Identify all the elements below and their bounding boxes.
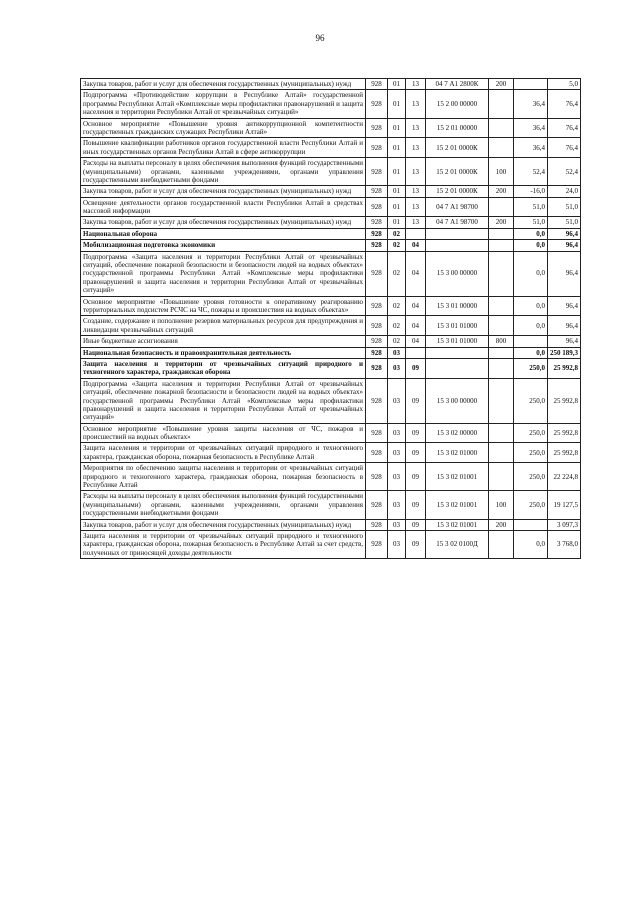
section-code-cell: 03 xyxy=(388,358,406,378)
subsection-code-cell: 09 xyxy=(406,530,426,558)
ministry-code-cell: 928 xyxy=(366,347,388,358)
total-amount-cell: 25 992,8 xyxy=(548,378,581,423)
total-amount-cell: 96,4 xyxy=(548,316,581,336)
change-amount-cell: 0,0 xyxy=(514,251,548,296)
expense-type-cell xyxy=(489,378,514,423)
ministry-code-cell: 928 xyxy=(366,358,388,378)
target-article-cell: 15 3 00 00000 xyxy=(426,378,489,423)
row-name-cell: Защита населения и территории от чрезвычайных ситуаций природного и техногенного характера, гражданская оборона xyxy=(81,358,366,378)
subsection-code-cell: 09 xyxy=(406,378,426,423)
row-name-cell: Подпрограмма «Защита населения и территории Республики Алтай от чрезвычайных ситуаций, обеспечение пожарной безопасности и безопасности людей на водных объектах» государственной программы Республики Алтай «Комплексные меры профилактики правонарушений и защита населения и территории Республики Алтай от чрезвычайных ситуаций» xyxy=(81,378,366,423)
row-name-cell: Иные бюджетные ассигнования xyxy=(81,336,366,347)
row-name-cell: Создание, содержание и пополнение резервов материальных ресурсов для предупреждения и ликвидации чрезвычайных ситуаций xyxy=(81,316,366,336)
table-row xyxy=(81,358,581,378)
section-code-cell: 03 xyxy=(388,347,406,358)
row-name-cell: Защита населения и территории от чрезвычайных ситуаций природного и техногенного характера, гражданская оборона, пожарная безопасность в Республике Алтай за счет средств, полученных от приносящей доходы деятельности xyxy=(81,530,366,558)
ministry-code-cell: 928 xyxy=(366,158,388,186)
total-amount-cell: 25 992,8 xyxy=(548,358,581,378)
total-amount-cell: 19 127,5 xyxy=(548,491,581,519)
ministry-code-cell: 928 xyxy=(366,186,388,197)
target-article-cell xyxy=(426,240,489,251)
expense-type-cell xyxy=(489,443,514,463)
section-code-cell: 03 xyxy=(388,443,406,463)
change-amount-cell: 250,0 xyxy=(514,378,548,423)
ministry-code-cell: 928 xyxy=(366,197,388,217)
table-row xyxy=(81,491,581,519)
section-code-cell: 01 xyxy=(388,158,406,186)
target-article-cell: 15 3 02 0100Д xyxy=(426,530,489,558)
target-article-cell: 15 3 02 00000 xyxy=(426,423,489,443)
table-row xyxy=(81,186,581,197)
page-number: 96 xyxy=(315,33,325,43)
section-code-cell: 01 xyxy=(388,197,406,217)
subsection-code-cell: 13 xyxy=(406,197,426,217)
total-amount-cell: 52,4 xyxy=(548,158,581,186)
change-amount-cell: 250,0 xyxy=(514,491,548,519)
ministry-code-cell: 928 xyxy=(366,316,388,336)
change-amount-cell: 250,0 xyxy=(514,463,548,491)
section-code-cell: 01 xyxy=(388,217,406,228)
subsection-code-cell: 09 xyxy=(406,443,426,463)
total-amount-cell: 5,0 xyxy=(548,79,581,90)
ministry-code-cell: 928 xyxy=(366,90,388,118)
target-article-cell: 15 3 02 01000 xyxy=(426,443,489,463)
section-code-cell: 02 xyxy=(388,228,406,239)
total-amount-cell: 3 768,0 xyxy=(548,530,581,558)
expense-type-cell: 200 xyxy=(489,217,514,228)
subsection-code-cell: 04 xyxy=(406,251,426,296)
expense-type-cell: 100 xyxy=(489,491,514,519)
row-name-cell: Мобилизационная подготовка экономики xyxy=(81,240,366,251)
subsection-code-cell: 13 xyxy=(406,79,426,90)
section-code-cell: 02 xyxy=(388,240,406,251)
total-amount-cell: 76,4 xyxy=(548,90,581,118)
total-amount-cell: 3 097,3 xyxy=(548,519,581,530)
change-amount-cell: 51,0 xyxy=(514,197,548,217)
table-row xyxy=(81,240,581,251)
row-name-cell: Основное мероприятие «Повышение уровня антикоррупционной компетентности государственных гражданских служащих Республики Алтай» xyxy=(81,118,366,138)
row-name-cell: Подпрограмма «Противодействие коррупции в Республике Алтай» государственной программы Республики Алтай «Комплексные меры профилактики правонарушений и защита населения и территории Республики Алтай от чрезвычайных ситуаций» xyxy=(81,90,366,118)
target-article-cell: 15 3 02 01001 xyxy=(426,519,489,530)
section-code-cell: 03 xyxy=(388,491,406,519)
change-amount-cell xyxy=(514,79,548,90)
change-amount-cell: 0,0 xyxy=(514,530,548,558)
row-name-cell: Основное мероприятие «Повышение уровня готовности к оперативному реагированию территориальных подсистем РСЧС на ЧС, пожары и происшествия на водных объектах» xyxy=(81,296,366,316)
ministry-code-cell: 928 xyxy=(366,228,388,239)
subsection-code-cell: 09 xyxy=(406,358,426,378)
table-row xyxy=(81,519,581,530)
expense-type-cell xyxy=(489,118,514,138)
table-row xyxy=(81,443,581,463)
target-article-cell: 15 2 01 0000К xyxy=(426,158,489,186)
total-amount-cell: 25 992,8 xyxy=(548,423,581,443)
target-article-cell xyxy=(426,228,489,239)
row-name-cell: Закупка товаров, работ и услуг для обеспечения государственных (муниципальных) нужд xyxy=(81,186,366,197)
row-name-cell: Национальная оборона xyxy=(81,228,366,239)
ministry-code-cell: 928 xyxy=(366,443,388,463)
row-name-cell: Национальная безопасность и правоохранительная деятельность xyxy=(81,347,366,358)
change-amount-cell: 36,4 xyxy=(514,138,548,158)
total-amount-cell: 96,4 xyxy=(548,251,581,296)
expense-type-cell xyxy=(489,228,514,239)
total-amount-cell: 22 224,8 xyxy=(548,463,581,491)
section-code-cell: 02 xyxy=(388,316,406,336)
ministry-code-cell: 928 xyxy=(366,378,388,423)
budget-table xyxy=(80,78,581,559)
table-row xyxy=(81,378,581,423)
subsection-code-cell: 13 xyxy=(406,118,426,138)
subsection-code-cell: 04 xyxy=(406,336,426,347)
expense-type-cell xyxy=(489,251,514,296)
change-amount-cell: 51,0 xyxy=(514,217,548,228)
change-amount-cell: 0,0 xyxy=(514,228,548,239)
section-code-cell: 02 xyxy=(388,296,406,316)
table-body xyxy=(81,79,581,559)
target-article-cell xyxy=(426,347,489,358)
section-code-cell: 01 xyxy=(388,138,406,158)
change-amount-cell: 250,0 xyxy=(514,423,548,443)
ministry-code-cell: 928 xyxy=(366,530,388,558)
table-row xyxy=(81,79,581,90)
target-article-cell: 15 3 02 01001 xyxy=(426,463,489,491)
table-row xyxy=(81,530,581,558)
table-row xyxy=(81,90,581,118)
ministry-code-cell: 928 xyxy=(366,519,388,530)
table-row xyxy=(81,423,581,443)
row-name-cell: Повышение квалификации работников органов государственной власти Республики Алтай и иных государственных органов Республики Алтай в сфере антикоррупции xyxy=(81,138,366,158)
row-name-cell: Закупка товаров, работ и услуг для обеспечения государственных (муниципальных) нужд xyxy=(81,519,366,530)
table-row xyxy=(81,336,581,347)
change-amount-cell xyxy=(514,519,548,530)
total-amount-cell: 96,4 xyxy=(548,296,581,316)
subsection-code-cell: 13 xyxy=(406,217,426,228)
row-name-cell: Освещение деятельности органов государственной власти Республики Алтай в средствах массовой информации xyxy=(81,197,366,217)
expense-type-cell xyxy=(489,463,514,491)
subsection-code-cell: 04 xyxy=(406,296,426,316)
expense-type-cell xyxy=(489,347,514,358)
row-name-cell: Подпрограмма «Защита населения и территории Республики Алтай от чрезвычайных ситуаций, обеспечение пожарной безопасности и безопасности людей на водных объектах» государственной программы Республики Алтай «Комплексные меры профилактики правонарушений и защита населения и территории Республики Алтай от чрезвычайных ситуаций» xyxy=(81,251,366,296)
target-article-cell: 15 2 01 0000К xyxy=(426,138,489,158)
target-article-cell xyxy=(426,358,489,378)
ministry-code-cell: 928 xyxy=(366,491,388,519)
target-article-cell: 04 7 А1 98700 xyxy=(426,217,489,228)
section-code-cell: 03 xyxy=(388,423,406,443)
row-name-cell: Расходы на выплаты персоналу в целях обеспечения выполнения функций государственными (муниципальными) органами, казенными учреждениями, органами управления государственными внебюджетными фондами xyxy=(81,158,366,186)
subsection-code-cell: 13 xyxy=(406,158,426,186)
section-code-cell: 01 xyxy=(388,118,406,138)
section-code-cell: 01 xyxy=(388,186,406,197)
expense-type-cell: 200 xyxy=(489,186,514,197)
subsection-code-cell: 04 xyxy=(406,240,426,251)
section-code-cell: 01 xyxy=(388,79,406,90)
ministry-code-cell: 928 xyxy=(366,296,388,316)
target-article-cell: 15 2 01 00000 xyxy=(426,118,489,138)
row-name-cell: Основное мероприятие «Повышение уровня защиты населения от ЧС, пожаров и происшествий на водных объектах» xyxy=(81,423,366,443)
subsection-code-cell: 09 xyxy=(406,423,426,443)
table-row xyxy=(81,251,581,296)
expense-type-cell xyxy=(489,90,514,118)
section-code-cell: 01 xyxy=(388,90,406,118)
subsection-code-cell: 09 xyxy=(406,519,426,530)
total-amount-cell: 250 189,3 xyxy=(548,347,581,358)
target-article-cell: 15 2 01 0000К xyxy=(426,186,489,197)
change-amount-cell: 250,0 xyxy=(514,443,548,463)
change-amount-cell: 52,4 xyxy=(514,158,548,186)
change-amount-cell xyxy=(514,336,548,347)
ministry-code-cell: 928 xyxy=(366,251,388,296)
expense-type-cell xyxy=(489,138,514,158)
expense-type-cell: 100 xyxy=(489,158,514,186)
section-code-cell: 02 xyxy=(388,251,406,296)
section-code-cell: 03 xyxy=(388,463,406,491)
section-code-cell: 03 xyxy=(388,530,406,558)
target-article-cell: 15 3 00 00000 xyxy=(426,251,489,296)
table-row xyxy=(81,228,581,239)
total-amount-cell: 96,4 xyxy=(548,228,581,239)
subsection-code-cell xyxy=(406,347,426,358)
row-name-cell: Мероприятия по обеспечению защиты населения и территории от чрезвычайных ситуаций природного и техногенного характера, гражданская оборона, пожарная безопасность в Республике Алтай xyxy=(81,463,366,491)
total-amount-cell: 24,0 xyxy=(548,186,581,197)
subsection-code-cell: 09 xyxy=(406,491,426,519)
ministry-code-cell: 928 xyxy=(366,240,388,251)
section-code-cell: 03 xyxy=(388,519,406,530)
expense-type-cell xyxy=(489,316,514,336)
total-amount-cell: 51,0 xyxy=(548,197,581,217)
total-amount-cell: 76,4 xyxy=(548,118,581,138)
change-amount-cell: 0,0 xyxy=(514,240,548,251)
change-amount-cell: 0,0 xyxy=(514,316,548,336)
expense-type-cell xyxy=(489,240,514,251)
ministry-code-cell: 928 xyxy=(366,217,388,228)
subsection-code-cell: 13 xyxy=(406,138,426,158)
ministry-code-cell: 928 xyxy=(366,138,388,158)
ministry-code-cell: 928 xyxy=(366,336,388,347)
subsection-code-cell: 13 xyxy=(406,90,426,118)
row-name-cell: Защита населения и территории от чрезвычайных ситуаций природного и техногенного характера, гражданская оборона, пожарная безопасность в Республике Алтай xyxy=(81,443,366,463)
target-article-cell: 15 2 00 00000 xyxy=(426,90,489,118)
change-amount-cell: 36,4 xyxy=(514,118,548,138)
total-amount-cell: 51,0 xyxy=(548,217,581,228)
change-amount-cell: 36,4 xyxy=(514,90,548,118)
ministry-code-cell: 928 xyxy=(366,79,388,90)
expense-type-cell: 200 xyxy=(489,79,514,90)
change-amount-cell: -16,0 xyxy=(514,186,548,197)
total-amount-cell: 96,4 xyxy=(548,336,581,347)
target-article-cell: 15 3 01 00000 xyxy=(426,296,489,316)
target-article-cell: 15 3 01 01000 xyxy=(426,316,489,336)
ministry-code-cell: 928 xyxy=(366,463,388,491)
total-amount-cell: 76,4 xyxy=(548,138,581,158)
ministry-code-cell: 928 xyxy=(366,423,388,443)
table-row xyxy=(81,217,581,228)
table-row xyxy=(81,158,581,186)
row-name-cell: Расходы на выплаты персоналу в целях обеспечения выполнения функций государственными (муниципальными) органами, казенными учреждениями, органами управления государственными внебюджетными фондами xyxy=(81,491,366,519)
expense-type-cell xyxy=(489,197,514,217)
expense-type-cell: 800 xyxy=(489,336,514,347)
total-amount-cell: 96,4 xyxy=(548,240,581,251)
change-amount-cell: 250,0 xyxy=(514,358,548,378)
section-code-cell: 03 xyxy=(388,378,406,423)
row-name-cell: Закупка товаров, работ и услуг для обеспечения государственных (муниципальных) нужд xyxy=(81,79,366,90)
table-row xyxy=(81,316,581,336)
subsection-code-cell xyxy=(406,228,426,239)
table-row xyxy=(81,296,581,316)
section-code-cell: 02 xyxy=(388,336,406,347)
table-row xyxy=(81,463,581,491)
row-name-cell: Закупка товаров, работ и услуг для обеспечения государственных (муниципальных) нужд xyxy=(81,217,366,228)
expense-type-cell xyxy=(489,296,514,316)
total-amount-cell: 25 992,8 xyxy=(548,443,581,463)
change-amount-cell: 0,0 xyxy=(514,347,548,358)
subsection-code-cell: 04 xyxy=(406,316,426,336)
target-article-cell: 04 7 А1 2800К xyxy=(426,79,489,90)
expense-type-cell xyxy=(489,423,514,443)
expense-type-cell xyxy=(489,358,514,378)
expense-type-cell: 200 xyxy=(489,519,514,530)
table-row xyxy=(81,138,581,158)
subsection-code-cell: 09 xyxy=(406,463,426,491)
table-row xyxy=(81,197,581,217)
ministry-code-cell: 928 xyxy=(366,118,388,138)
table-row xyxy=(81,118,581,138)
target-article-cell: 15 3 01 01000 xyxy=(426,336,489,347)
subsection-code-cell: 13 xyxy=(406,186,426,197)
change-amount-cell: 0,0 xyxy=(514,296,548,316)
table-row xyxy=(81,347,581,358)
expense-type-cell xyxy=(489,530,514,558)
target-article-cell: 15 3 02 01001 xyxy=(426,491,489,519)
target-article-cell: 04 7 А1 98700 xyxy=(426,197,489,217)
